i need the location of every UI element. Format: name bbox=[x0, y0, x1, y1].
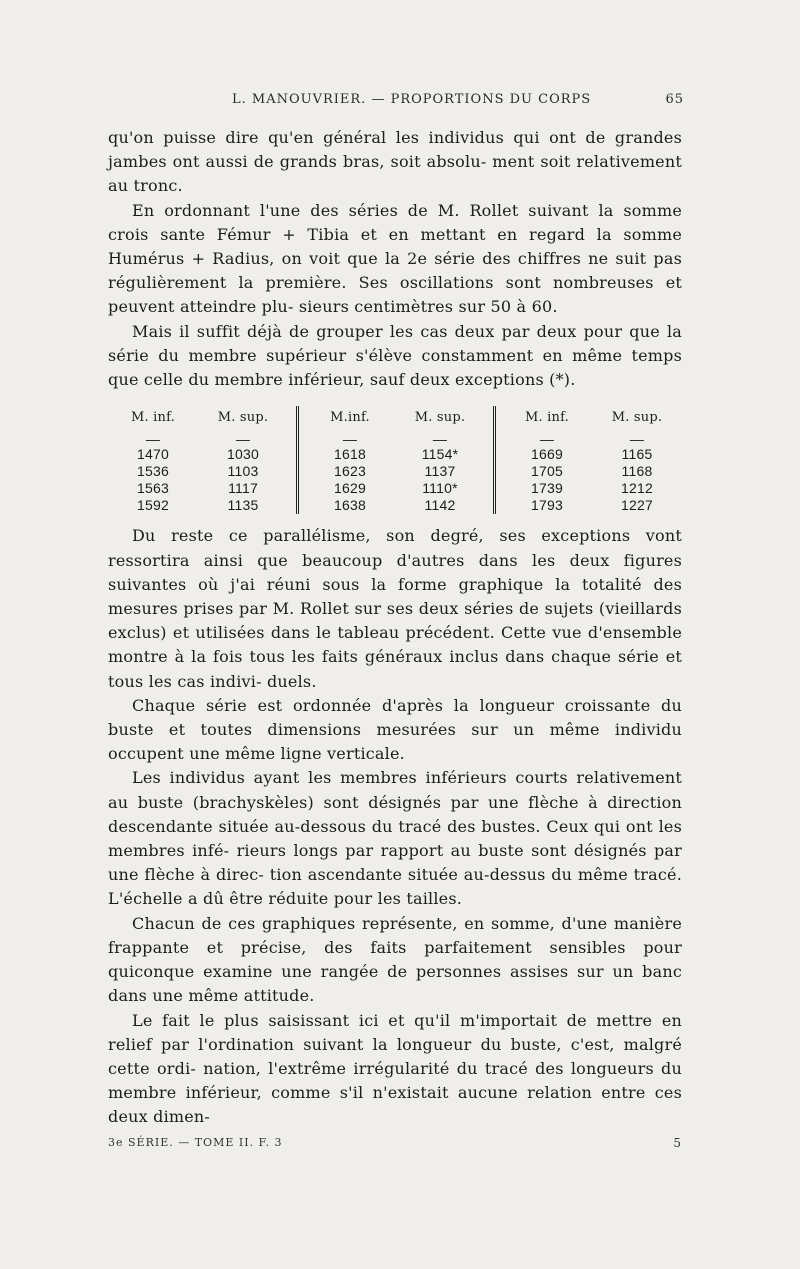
table-cell: 1623 bbox=[334, 463, 366, 480]
table-cell: 1592 bbox=[137, 497, 169, 514]
table-cell: 1137 bbox=[424, 463, 456, 480]
column-rule: — bbox=[432, 431, 448, 448]
table-group-3 bbox=[493, 406, 682, 514]
table-cell: 1563 bbox=[137, 480, 169, 497]
measurements-table bbox=[108, 406, 682, 514]
table-cell: 1030 bbox=[227, 446, 259, 463]
table-cell: 1739 bbox=[531, 480, 563, 497]
column-header: M. inf. bbox=[525, 410, 569, 426]
running-title: L. MANOUVRIER. — PROPORTIONS DU CORPS bbox=[232, 92, 592, 107]
column-rule: — bbox=[145, 431, 161, 448]
signature-line bbox=[108, 1136, 682, 1149]
table-cell: 1212 bbox=[621, 480, 653, 497]
paragraph: En ordonnant l'une des séries de M. Rollet suivant la somme crois sante Fémur + Tibia et en mettant en regard la somme Humérus + Radius, on voit que la 2e série des chiffres ne suit pas régulièrement la première. Ses oscillations sont nombreuses et peuvent atteindre plu- sieurs centimètres sur 50 à 60. bbox=[108, 200, 682, 317]
column-header: M.inf. bbox=[330, 410, 370, 426]
page-number: 65 bbox=[665, 92, 684, 107]
paragraph: Chaque série est ordonnée d'après la longueur croissante du buste et toutes dimensions mesurées sur un même individu occupent une même ligne verticale. bbox=[108, 695, 682, 764]
table-cell: 1669 bbox=[531, 446, 563, 463]
table-cell: 1618 bbox=[334, 446, 366, 463]
column-rule: — bbox=[629, 431, 645, 448]
paragraph: Du reste ce parallélisme, son degré, ses exceptions vont ressortira ainsi que beaucoup d'autres dans les deux figures suivantes où j'ai réuni sous la forme graphique la totalité des mesures prises par M. Rollet sur ses deux séries de sujets (vieillards exclus) et utilisées dans le tableau précédent. Cette vue d'ensemble montre à la fois tous les faits généraux inclus dans chaque série et tous les cas indivi- duels. bbox=[108, 526, 682, 691]
paragraph: Les individus ayant les membres inférieurs courts relativement au buste (brachyskèles) sont désignés par une flèche à direction descendante située au-dessous du tracé des bustes. Ceux qui ont les membres infé- rieurs longs par rapport au buste sont désignés par une flèche à direc- tion ascendante située au-dessus du même tracé. L'échelle a dû être réduite pour les tailles. bbox=[108, 768, 682, 909]
table-cell: 1103 bbox=[227, 463, 259, 480]
table-cell: 1117 bbox=[228, 480, 258, 497]
table-cell: 1135 bbox=[227, 497, 259, 514]
table-column-inf bbox=[108, 406, 198, 514]
printer-signature: 3e SÉRIE. — TOME II. F. 3 bbox=[108, 1136, 283, 1149]
paragraph: qu'on puisse dire qu'en général les individus qui ont de grandes jambes ont aussi de grands bras, soit absolu- ment soit relativement au tronc. bbox=[108, 128, 682, 196]
paragraph: Le fait le plus saisissant ici et qu'il m'importait de mettre en relief par l'ordination suivant la longueur du buste, c'est, malgré cette ordi- nation, l'extrême irrégularité du tracé des longueurs du membre inférieur, comme s'il n'existait aucune relation entre ces deux dimen- bbox=[108, 1010, 682, 1127]
running-head bbox=[232, 92, 684, 107]
table-cell: 1165 bbox=[621, 446, 653, 463]
table-column-sup bbox=[198, 406, 288, 514]
table-cell: 1227 bbox=[621, 497, 653, 514]
table-column-inf bbox=[305, 406, 395, 514]
paragraph: Chacun de ces graphiques représente, en somme, d'une manière frappante et précise, des faits parfaitement sensibles pour quiconque examine une rangée de personnes assises sur un banc dans une même attitude. bbox=[108, 913, 682, 1006]
paragraph: Mais il suffit déjà de grouper les cas deux par deux pour que la série du membre supérieur s'élève constamment en même temps que celle du membre inférieur, sauf deux exceptions (*). bbox=[108, 321, 682, 390]
table-group-2 bbox=[296, 406, 485, 514]
table-group-1 bbox=[108, 406, 288, 514]
table-cell: 1629 bbox=[334, 480, 366, 497]
table-cell: 1142 bbox=[424, 497, 456, 514]
column-header: M. sup. bbox=[217, 410, 269, 426]
page-body bbox=[108, 126, 682, 1130]
table-column-sup bbox=[395, 406, 485, 514]
column-header: M. sup. bbox=[611, 410, 663, 426]
table-column-sup bbox=[592, 406, 682, 514]
sheet-number: 5 bbox=[673, 1136, 682, 1150]
column-rule: — bbox=[235, 431, 251, 448]
column-header: M. sup. bbox=[414, 410, 466, 426]
column-rule: — bbox=[342, 431, 358, 448]
table-cell: 1168 bbox=[621, 463, 653, 480]
table-cell: 1536 bbox=[137, 463, 169, 480]
table-cell: 1638 bbox=[334, 497, 366, 514]
table-cell: 1110* bbox=[422, 480, 458, 497]
column-header: M. inf. bbox=[131, 410, 175, 426]
table-cell: 1470 bbox=[137, 446, 169, 463]
column-rule: — bbox=[539, 431, 555, 448]
table-cell: 1705 bbox=[531, 463, 563, 480]
table-cell: 1154* bbox=[421, 446, 459, 463]
table-cell: 1793 bbox=[531, 497, 563, 514]
table-column-inf bbox=[502, 406, 592, 514]
